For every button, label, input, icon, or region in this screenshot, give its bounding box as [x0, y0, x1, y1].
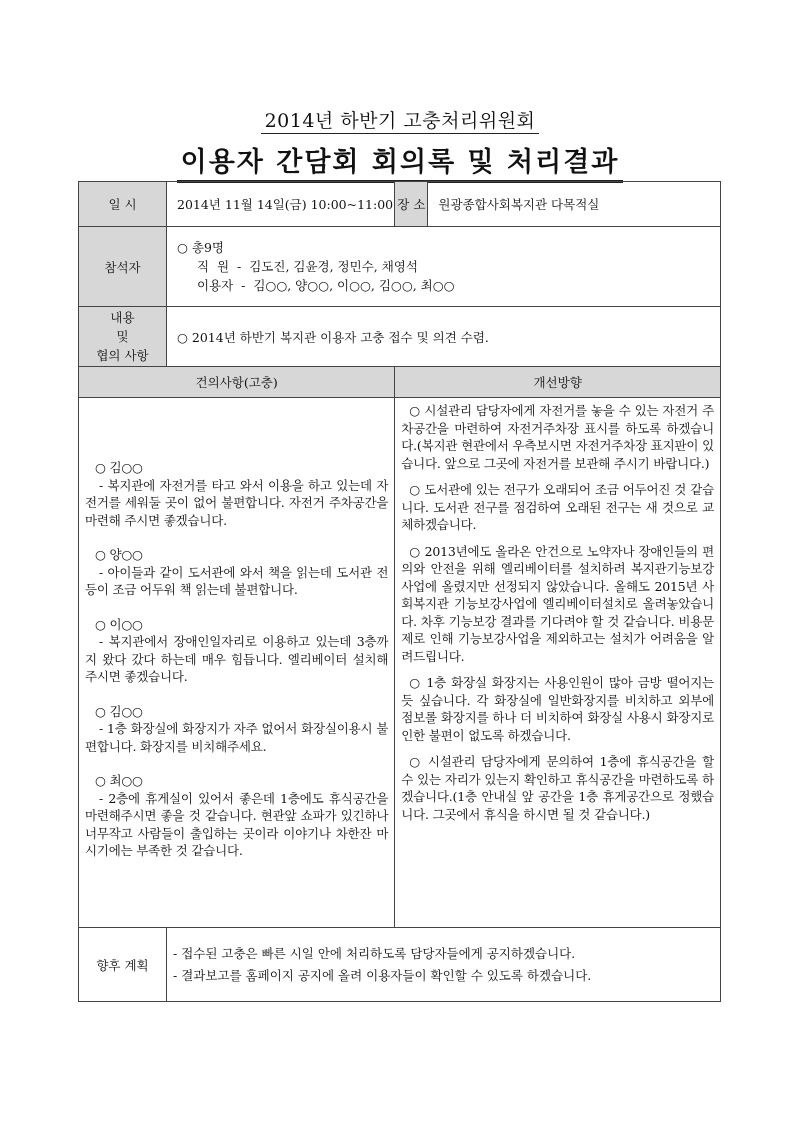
- suggestion-item: [85, 616, 388, 686]
- future-plan-items: [167, 928, 721, 1002]
- improvement-item: ○ 도서관에 있는 전구가 오래되어 조금 어두어진 것 같습니다. 도서관 전구를 점검하여 오래된 전구는 새 것으로 교체하겠습니다.: [401, 482, 714, 532]
- attendees-staff: 직 원 - 김도진, 김윤경, 정민수, 채영석: [197, 259, 418, 274]
- suggestion-text: - 복지관에 자전거를 타고 와서 이용을 하고 있는데 자전거를 세워둘 곳이 없어 불편합니다. 자전거 주차공간을 마련해 주시면 좋겠습니다.: [85, 477, 389, 528]
- suggestion-text: - 아이들과 같이 도서관에 와서 책을 읽는데 도서관 전등이 조금 어두워 책 읽는데 불편합니다.: [85, 564, 389, 597]
- content-label: 내용 및 협의 사항: [79, 307, 167, 367]
- future-plan-row: [79, 928, 721, 1002]
- content-value: ○ 2014년 하반기 복지관 이용자 고충 접수 및 의견 수렴.: [167, 307, 721, 367]
- attendees-row: [79, 227, 721, 307]
- suggestion-name: ○ 김○○: [95, 460, 143, 475]
- suggestions-list: [85, 398, 388, 860]
- improvement-item: ○ 1층 화장실 화장지는 사용인원이 많아 금방 떨어지는 듯 싶습니다. 각 화장실에 일반화장지를 비치하고 외부에 점보롤 화장지를 하나 더 비치하여 화장실 사용시 화장지로 인한 불편이 없도록 하겠습니다.: [401, 675, 714, 743]
- attendees-label: 참석자: [79, 227, 167, 307]
- attendees-users: 이용자 - 김○○, 양○○, 이○○, 김○○, 최○○: [197, 278, 455, 293]
- future-plan-label: 향후 계획: [79, 928, 167, 1002]
- content-row: [79, 307, 721, 367]
- minutes-table: [78, 181, 721, 1002]
- suggestion-item: [85, 772, 388, 860]
- improvement-item: ○ 시설관리 담당자에게 문의하여 1층에 휴식공간을 할 수 있는 자리가 있는지 확인하고 휴식공간을 마련하도록 하겠습니다.(1층 안내실 앞 공간을 1층 휴게공간으로 정했습니다. 그곳에서 휴식을 하시면 될 것 같습니다.): [401, 754, 714, 822]
- suggestion-name: ○ 이○○: [95, 616, 143, 632]
- document-title: 2014년 하반기 고충처리위원회: [0, 106, 800, 133]
- future-plan-item: - 접수된 고충은 빠른 시일 안에 처리하도록 담당자들에게 공지하겠습니다.: [173, 945, 576, 961]
- suggestion-name: ○ 양○○: [95, 547, 143, 562]
- attendees-value: [167, 227, 721, 307]
- improvements-cell: [395, 398, 721, 928]
- suggestion-item: [85, 703, 388, 756]
- place-value: 원광종합사회복지관 다목적실: [428, 182, 721, 227]
- suggestion-text: - 2층에 휴게실이 있어서 좋은데 1층에도 휴식공간을 마련해주시면 좋을 것 같습니다. 현관앞 쇼파가 있긴하나 너무작고 사람들이 출입하는 곳이라 이야기나 차한잔 마시기에는 부족한 것 같습니다.: [85, 790, 389, 858]
- suggestions-cell: [79, 398, 395, 928]
- date-place-row: [79, 182, 721, 227]
- column-header-row: [79, 367, 721, 398]
- improvement-item: ○ 2013년에도 올라온 안건으로 노약자나 장애인들의 편의와 안전을 위해 엘리베이터를 설치하려 복지관기능보강사업에 올렸지만 선정되지 않았습니다. 올해도 2015년 사회복지관 기능보강사업에 엘리베이터설치로 올려놓았습니다. 차후 기능보강 결과를 기다려야 할 것 같습니다. 비용문제로 인해 기능보강사업을 제외하고는 설치가 어려움을 알려드립니다.: [401, 543, 714, 664]
- suggestion-item: [85, 546, 388, 599]
- details-row: [79, 398, 721, 928]
- place-label: 장 소: [395, 182, 428, 227]
- date-value: 2014년 11월 14일(금) 10:00~11:00: [167, 182, 395, 227]
- suggestion-name: ○ 김○○: [95, 703, 143, 719]
- suggestion-name: ○ 최○○: [95, 773, 143, 788]
- column-header-suggestions: 건의사항(고충): [79, 367, 395, 398]
- suggestion-text: - 복지관에서 장애인일자리로 이용하고 있는데 3층까지 왔다 갔다 하는데 매우 힘듭니다. 엘리베이터 설치해 주시면 좋겠습니다.: [85, 634, 389, 684]
- date-label: 일 시: [79, 182, 167, 227]
- suggestion-item: [85, 459, 388, 529]
- document-subtitle: 이용자 간담회 회의록 및 처리결과: [0, 140, 800, 179]
- attendees-total: ○ 총9명: [177, 240, 224, 255]
- future-plan-item: - 결과보고를 홈페이지 공지에 올려 이용자들이 확인할 수 있도록 하겠습니다.: [173, 967, 592, 983]
- improvement-item: ○ 시설관리 담당자에게 자전거를 놓을 수 있는 자전거 주차공간을 마련하여 자전거주차장 표시를 하도록 하겠습니다.(복지관 현관에서 우측보시면 자전거주차장 표지판이 있습니다. 앞으로 그곳에 자전거를 보관해 주시기 바랍니다.): [401, 403, 714, 471]
- column-header-improvements: 개선방향: [395, 367, 721, 398]
- suggestion-text: - 1층 화장실에 화장지가 자주 없어서 화장실이용시 불편합니다. 화장지를 비치해주세요.: [85, 721, 389, 754]
- improvements-list: [401, 402, 714, 823]
